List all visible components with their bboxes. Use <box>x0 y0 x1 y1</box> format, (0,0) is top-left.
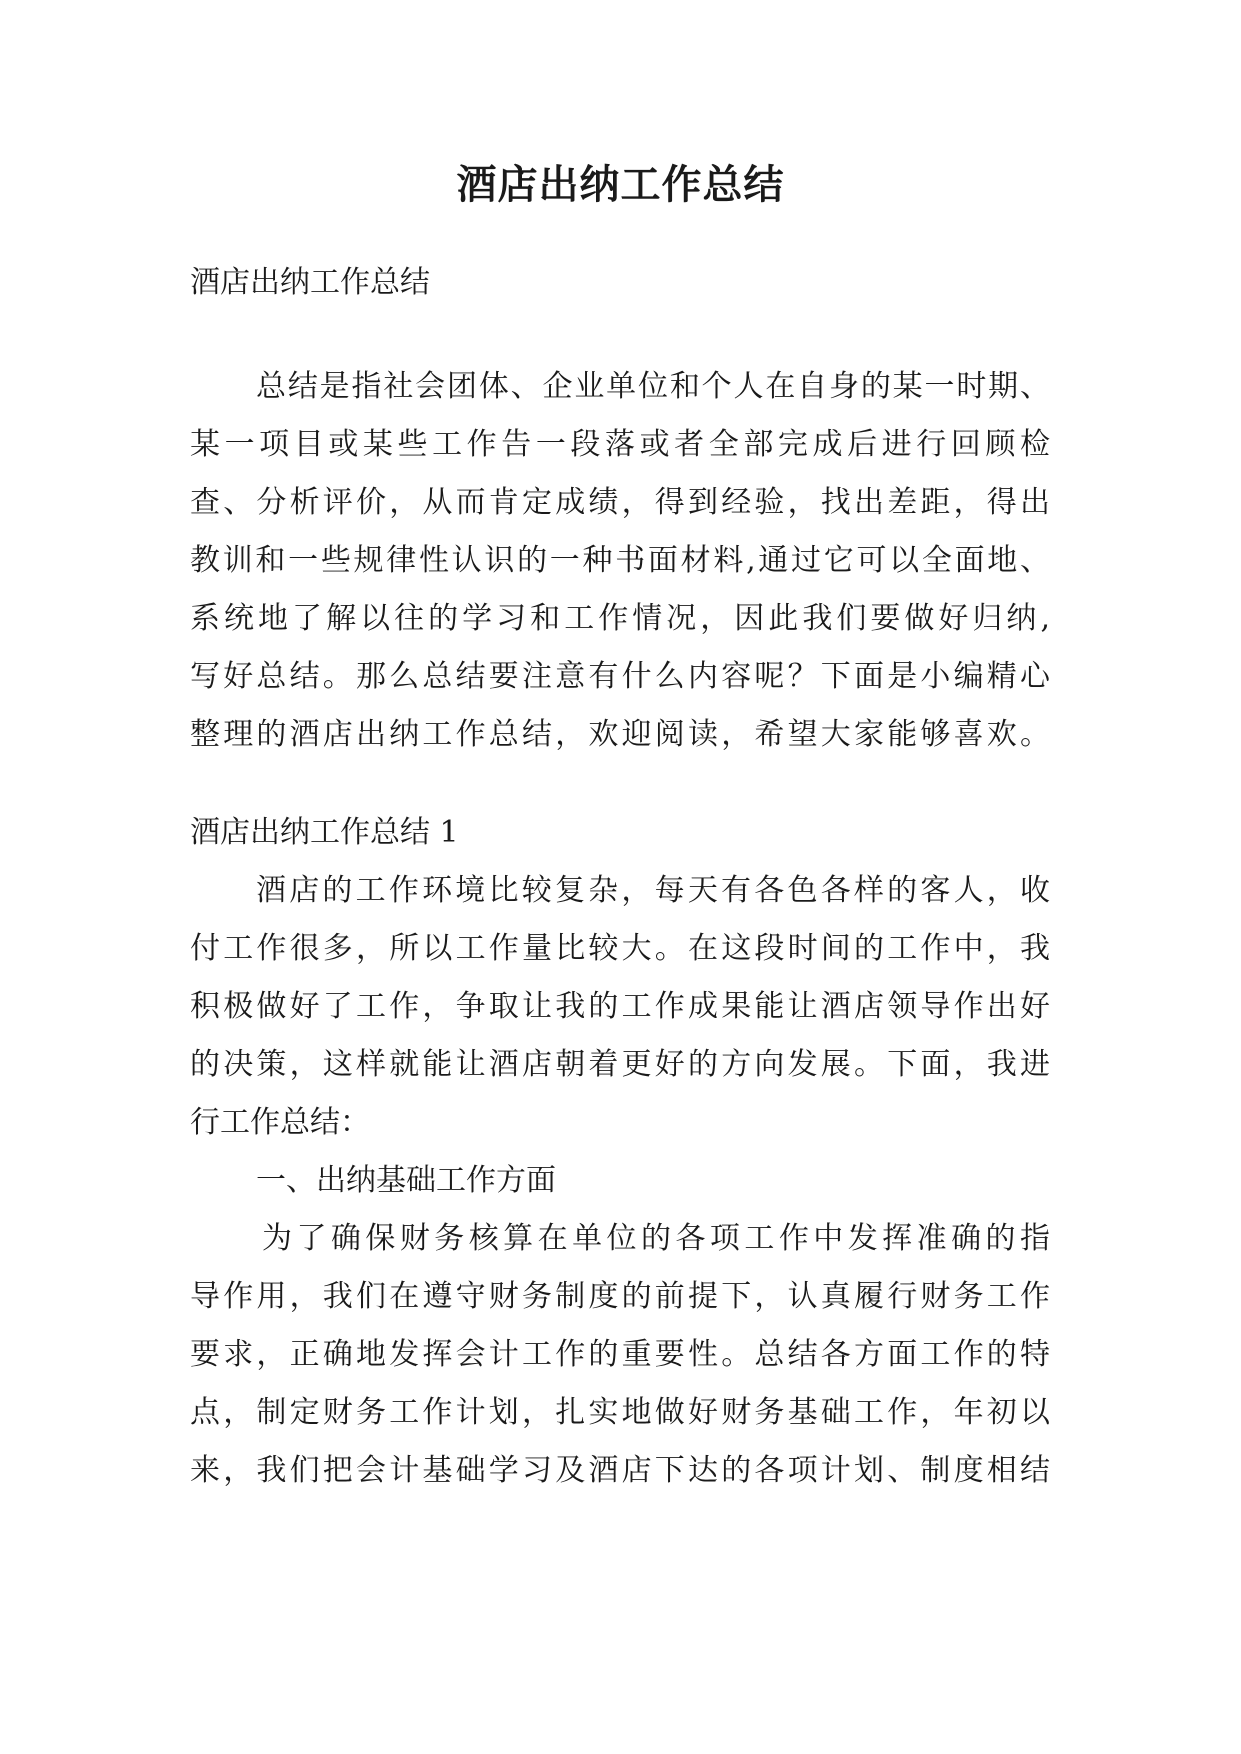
intro-line: 查、分析评价，从而肯定成绩，得到经验，找出差距，得出 <box>190 485 1050 520</box>
body-line: 导作用，我们在遵守财务制度的前提下，认真履行财务工作 <box>190 1279 1050 1314</box>
body-line: 付工作很多，所以工作量比较大。在这段时间的工作中，我 <box>190 931 1050 966</box>
body-line: 为了确保财务核算在单位的各项工作中发挥准确的指 <box>262 1221 1050 1256</box>
body-line: 行工作总结： <box>190 1105 370 1140</box>
body-line: 的决策，这样就能让酒店朝着更好的方向发展。下面，我进 <box>190 1047 1050 1082</box>
intro-line: 总结是指社会团体、企业单位和个人在自身的某一时期、 <box>256 369 1050 404</box>
subheading: 一、出纳基础工作方面 <box>256 1163 556 1198</box>
section-heading: 酒店出纳工作总结 1 <box>190 815 459 850</box>
body-line: 酒店的工作环境比较复杂，每天有各色各样的客人，收 <box>256 873 1050 908</box>
body-line: 要求，正确地发挥会计工作的重要性。总结各方面工作的特 <box>190 1337 1050 1372</box>
intro-line: 整理的酒店出纳工作总结，欢迎阅读，希望大家能够喜欢。 <box>190 717 1050 752</box>
intro-line: 系统地了解以往的学习和工作情况，因此我们要做好归纳, <box>190 601 1050 636</box>
page-title: 酒店出纳工作总结 <box>456 161 785 208</box>
document-subtitle: 酒店出纳工作总结 <box>190 265 430 300</box>
body-line: 积极做好了工作，争取让我的工作成果能让酒店领导作出好 <box>190 989 1050 1024</box>
intro-line: 写好总结。那么总结要注意有什么内容呢？下面是小编精心 <box>190 659 1050 694</box>
body-line: 来，我们把会计基础学习及酒店下达的各项计划、制度相结 <box>190 1453 1050 1488</box>
intro-line: 某一项目或某些工作告一段落或者全部完成后进行回顾检 <box>190 427 1050 462</box>
body-line: 点，制定财务工作计划，扎实地做好财务基础工作，年初以 <box>190 1395 1050 1430</box>
intro-line: 教训和一些规律性认识的一种书面材料,通过它可以全面地、 <box>190 543 1050 578</box>
